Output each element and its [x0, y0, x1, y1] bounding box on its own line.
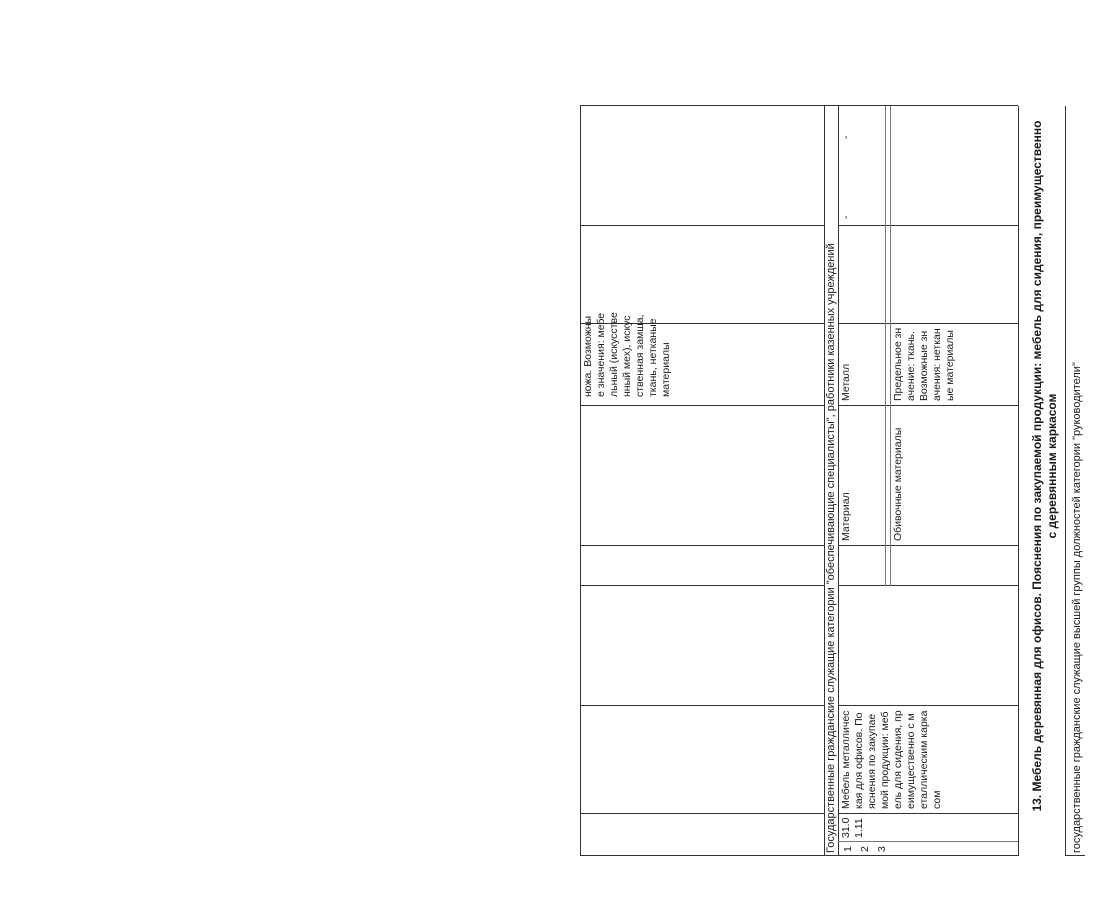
- okpd-code: 31.01.11: [840, 817, 865, 838]
- table-right-border: [838, 105, 1018, 106]
- upper-description-text: ножа. Возможные значения: мебельный (искусственный мех), искусственная замша, ткань, нетканые материалы: [582, 312, 672, 397]
- col-divider: [838, 225, 1018, 226]
- col-divider: [580, 405, 824, 406]
- row-index: 1: [842, 846, 854, 852]
- table-left-border: [838, 855, 1018, 856]
- char1-value: Металл: [840, 363, 852, 401]
- col-divider: [838, 585, 1018, 586]
- row-index-list: [838, 841, 898, 855]
- col-divider: [580, 705, 824, 706]
- section-title: Государственные гражданские служащие категории "обеспечивающие специалисты", работники казенных учреждений: [825, 243, 837, 853]
- subheading-top-border: [1065, 106, 1066, 856]
- char2-label: Обивочные материалы: [892, 427, 904, 541]
- product-name: Мебель металлическая для офисов. Пояснения по закупаемой продукции: мебель для сидения, преимущественно с металлическим каркасом: [840, 710, 943, 809]
- char1-label: Материал: [840, 492, 852, 541]
- col-divider: [838, 545, 1018, 546]
- section-heading: 13. Мебель деревянная для офисов. Пояснения по закупаемой продукции: мебель для сидения, преимущественно с деревянным каркасом: [1030, 120, 1059, 812]
- col-divider: [580, 225, 824, 226]
- col-divider: [580, 585, 824, 586]
- table-bottom-border: [1018, 106, 1019, 856]
- table-left-border: [580, 855, 838, 856]
- dash-value: -: [840, 215, 852, 219]
- col-divider: [580, 813, 824, 814]
- subheading: государственные гражданские служащие высшей группы должностей категории "руководители": [1071, 362, 1083, 853]
- table-top-border: [580, 106, 581, 856]
- dash-value: -: [840, 135, 852, 139]
- row-index: 3: [876, 846, 888, 852]
- col-divider: [580, 545, 824, 546]
- table-right-border: [580, 105, 838, 106]
- char2-value: Предельное значение: ткань. Возможные значения: нетканые материалы: [892, 327, 956, 401]
- rotated-document-page: [580, 56, 1100, 856]
- row-index: 2: [859, 846, 871, 852]
